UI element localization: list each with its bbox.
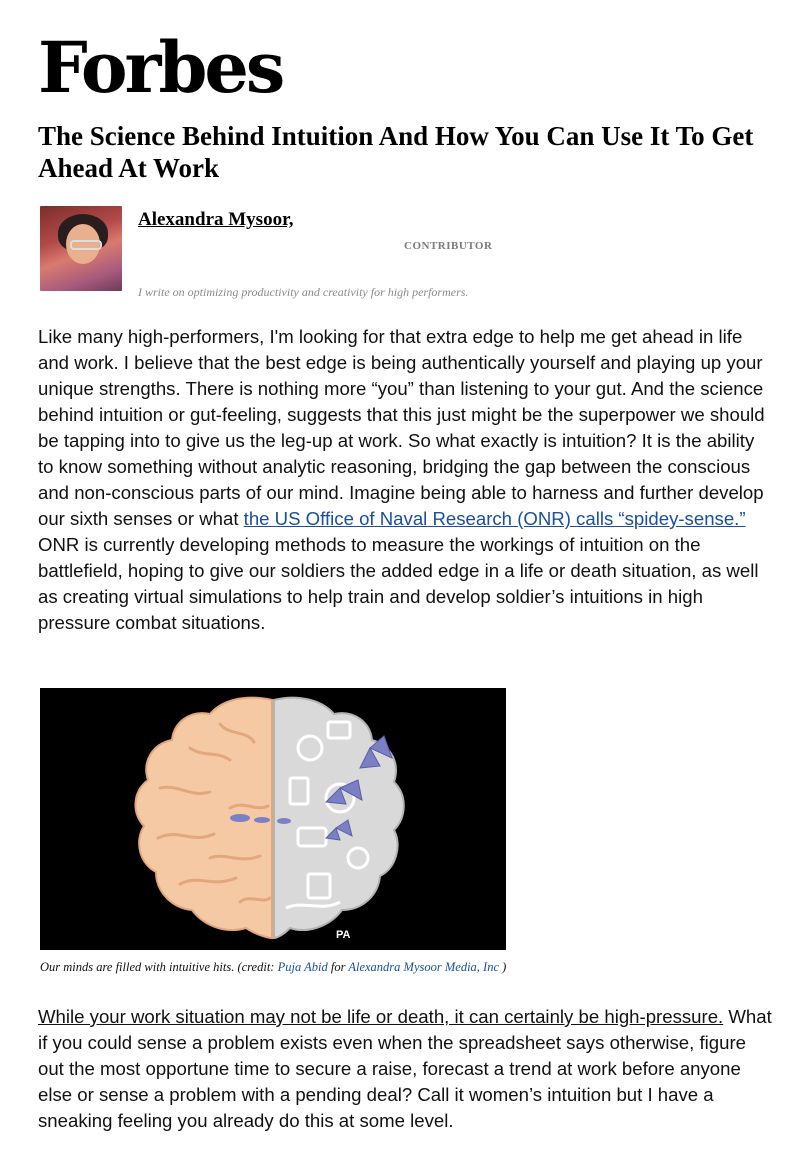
paragraph-1-text-start: Like many high-performers, I'm looking for that extra edge to help me get ahead in life and work. I believe that the best edge is being authentically yourself and playing up your unique strengths. There is nothing more “you” than listening to your gut. And the science behind intuition or gut-feeling, suggests that this just might be the superpower we should be tapping into to give us the leg-up at work. So what exactly is intuition? It is the ability to know something without analytic reasoning, bridging the gap between the conscious and non-conscious parts of our mind. Imagine being able to harness and further develop our sixth senses or what — [38, 326, 765, 529]
brain-right-hemisphere — [274, 698, 404, 938]
caption-credit-name[interactable]: Puja Abid — [277, 960, 328, 974]
caption-credit-org[interactable]: Alexandra Mysoor Media, Inc — [348, 960, 499, 974]
caption-text-end: ) — [499, 960, 507, 974]
author-avatar[interactable] — [40, 206, 122, 291]
article-paragraph-2 — [38, 1004, 773, 1134]
brain-left-hemisphere — [135, 698, 272, 938]
paragraph-2-underlined-text: While your work situation may not be life or death, it can certainly be high-pressure. — [38, 1006, 724, 1027]
brain-illustration — [40, 688, 506, 950]
author-bio: I write on optimizing productivity and creativity for high performers. — [138, 285, 469, 299]
author-role: CONTRIBUTOR — [404, 240, 493, 252]
caption-text-mid: for — [327, 960, 349, 974]
paragraph-2-text: What if you could sense a problem exists even when the spreadsheet says otherwise, figure out the most opportune time to secure a raise, forecast a trend at work before anyone else or sense a problem with a pending deal? Call it women’s intuition but I have a sneaking feeling you already do this at some level. — [38, 1006, 772, 1131]
forbes-logo[interactable]: Forbes — [38, 26, 283, 109]
article-title: The Science Behind Intuition And How You Can Use It To Get Ahead At Work — [38, 121, 754, 183]
illustration-watermark: PA — [336, 929, 351, 941]
avatar-glasses — [70, 240, 102, 250]
author-name[interactable]: Alexandra Mysoor, — [138, 209, 294, 230]
article-paragraph-1 — [38, 324, 773, 636]
caption-text-start: Our minds are filled with intuitive hits. (credit: — [40, 960, 278, 974]
onr-spidey-sense-link[interactable]: the US Office of Naval Research (ONR) calls “spidey-sense.” — [243, 508, 746, 529]
paragraph-1-text-end: ONR is currently developing methods to measure the workings of intuition on the battlefield, hoping to give our soldiers the added edge in a life or death situation, as well as creating virtual simulations to help train and develop soldier’s intuitions in high pressure combat situations. — [38, 534, 759, 633]
figure-caption — [40, 960, 506, 975]
